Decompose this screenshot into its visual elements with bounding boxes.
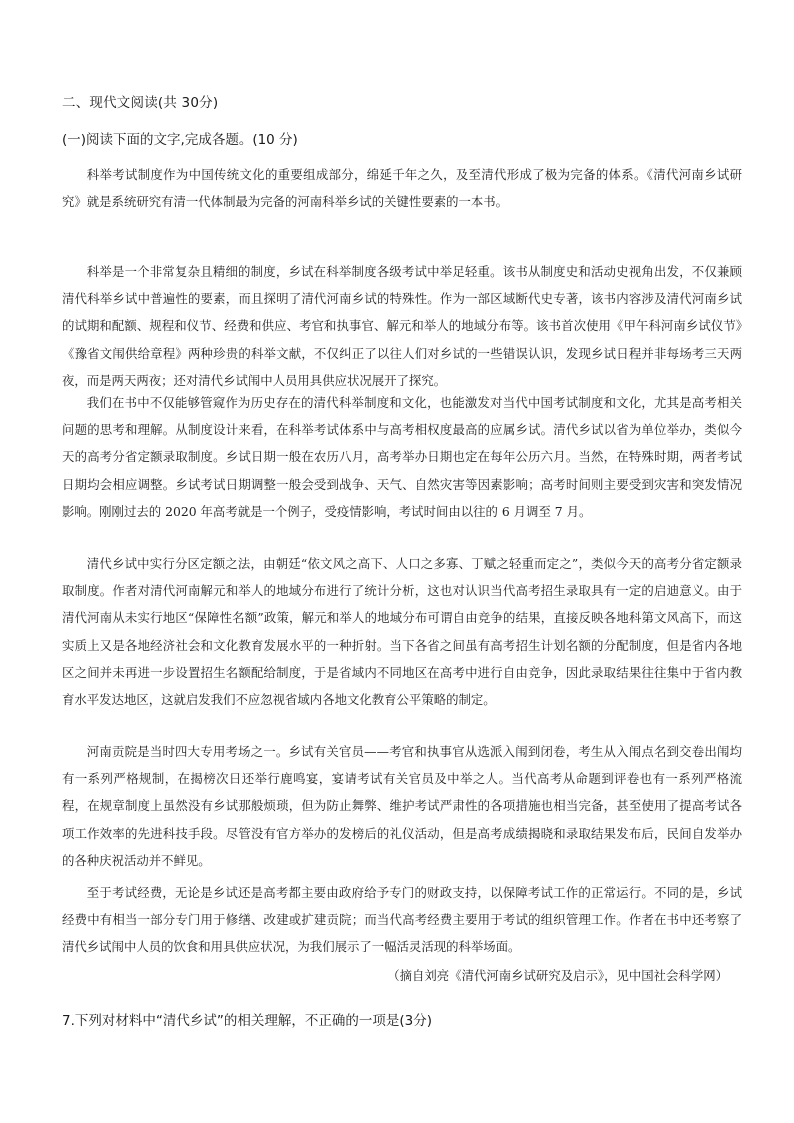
passage-paragraph-6: 至于考试经费，无论是乡试还是高考都主要由政府给予专门的财政支持，以保障考试工作的正常运行。不同的是，乡试经费中有相当一部分专门用于修缮、改建或扩建贡院；而当代高考经费主要用于考试的组织管理工作。作者在书中还考察了清代乡试闱中人员的饮食和用具供应状况，为我们展示了一幅活灵活现的科举场面。 [62,885,742,955]
section-title: 二、现代文阅读(共 30分) [62,95,219,111]
passage-paragraph-1: 科举考试制度作为中国传统文化的重要组成部分，绵延千年之久，及至清代形成了极为完备的体系。《清代河南乡试研究》就是系统研究有清一代体制最为完备的河南科举乡试的关键性要素的一本书。 [62,167,742,210]
reading-instruction: (一)阅读下面的文字,完成各题。(10 分) [62,132,298,148]
passage-source: （摘自刘亮《清代河南乡试研究及启示》，见中国社会科学网） [387,968,728,983]
question-7: 7.下列对材料中“清代乡试”的相关理解，不正确的一项是(3分) [62,1013,432,1029]
passage-paragraph-5: 河南贡院是当时四大专用考场之一。乡试有关官员——考官和执事官从选派入闱到闭卷，考生从入闱点名到交卷出闱均有一系列严格规制，在揭榜次日还举行鹿鸣宴，宴请考试有关官员及中举之人。当代高考从命题到评卷也有一系列严格流程，在规章制度上虽然没有乡试那般烦琐，但为防止舞弊、维护考试严肃性的各项措施也相当完备，甚至使用了提高考试各项工作效率的先进科技手段。尽管没有官方举办的发榜后的礼仪活动，但是高考成绩揭晓和录取结果发布后，民间自发举办的各种庆祝活动并不鲜见。 [62,744,742,868]
passage-paragraph-3: 我们在书中不仅能够管窥作为历史存在的清代科举制度和文化，也能激发对当代中国考试制度和文化，尤其是高考相关问题的思考和理解。从制度设计来看，在科举考试体系中与高考相权度最高的应属乡试。清代乡试以省为单位举办，类似今天的高考分省定额录取制度。乡试日期一般在农历八月，高考举办日期也定在每年公历六月。当然，在特殊时期，两者考试日期均会相应调整。乡试考试日期调整一般会受到战争、天气、自然灾害等因素影响；高考时间则主要受到灾害和突发情况影响。刚刚过去的 2020 年高考就是一个例子，受疫情影响，考试时间由以往的 6 月调至 7 月。 [62,395,742,519]
passage-paragraph-2: 科举是一个非常复杂且精细的制度，乡试在科举制度各级考试中举足轻重。该书从制度史和活动史视角出发，不仅兼顾清代科举乡试中普遍性的要素，而且探明了清代河南乡试的特殊性。作为一部区域断代史专著，该书内容涉及清代河南乡试的试期和配额、规程和仪节、经费和供应、考官和执事官、解元和举人的地域分布等。该书首次使用《甲午科河南乡试仪节》《豫省文闱供给章程》两种珍贵的科举文献，不仅纠正了以往人们对乡试的一些错误认识，发现乡试日程并非每场考三天两夜，而是两天两夜；还对清代乡试闱中人员用具供应状况展开了探究。 [62,264,742,388]
passage-paragraph-4: 清代乡试中实行分区定额之法，由朝廷“依文风之高下、人口之多寡、丁赋之轻重而定之”，类似今天的高考分省定额录取制度。作者对清代河南解元和举人的地域分布进行了统计分析，这也对认识当代高考招生录取具有一定的启迪意义。由于清代河南从未实行地区“保障性名额”政策，解元和举人的地域分布可谓自由竞争的结果，直接反映各地科第文风高下，而这实质上又是各地经济社会和文化教育发展水平的一种折射。当下各省之间虽有高考招生计划名额的分配制度，但是省内各地区之间并未再进一步设置招生名额配给制度，于是省域内不同地区在高考中进行自由竞争，因此录取结果往往集中于省内教育水平发达地区，这就启发我们不应忽视省域内各地文化教育公平策略的制定。 [62,556,742,708]
